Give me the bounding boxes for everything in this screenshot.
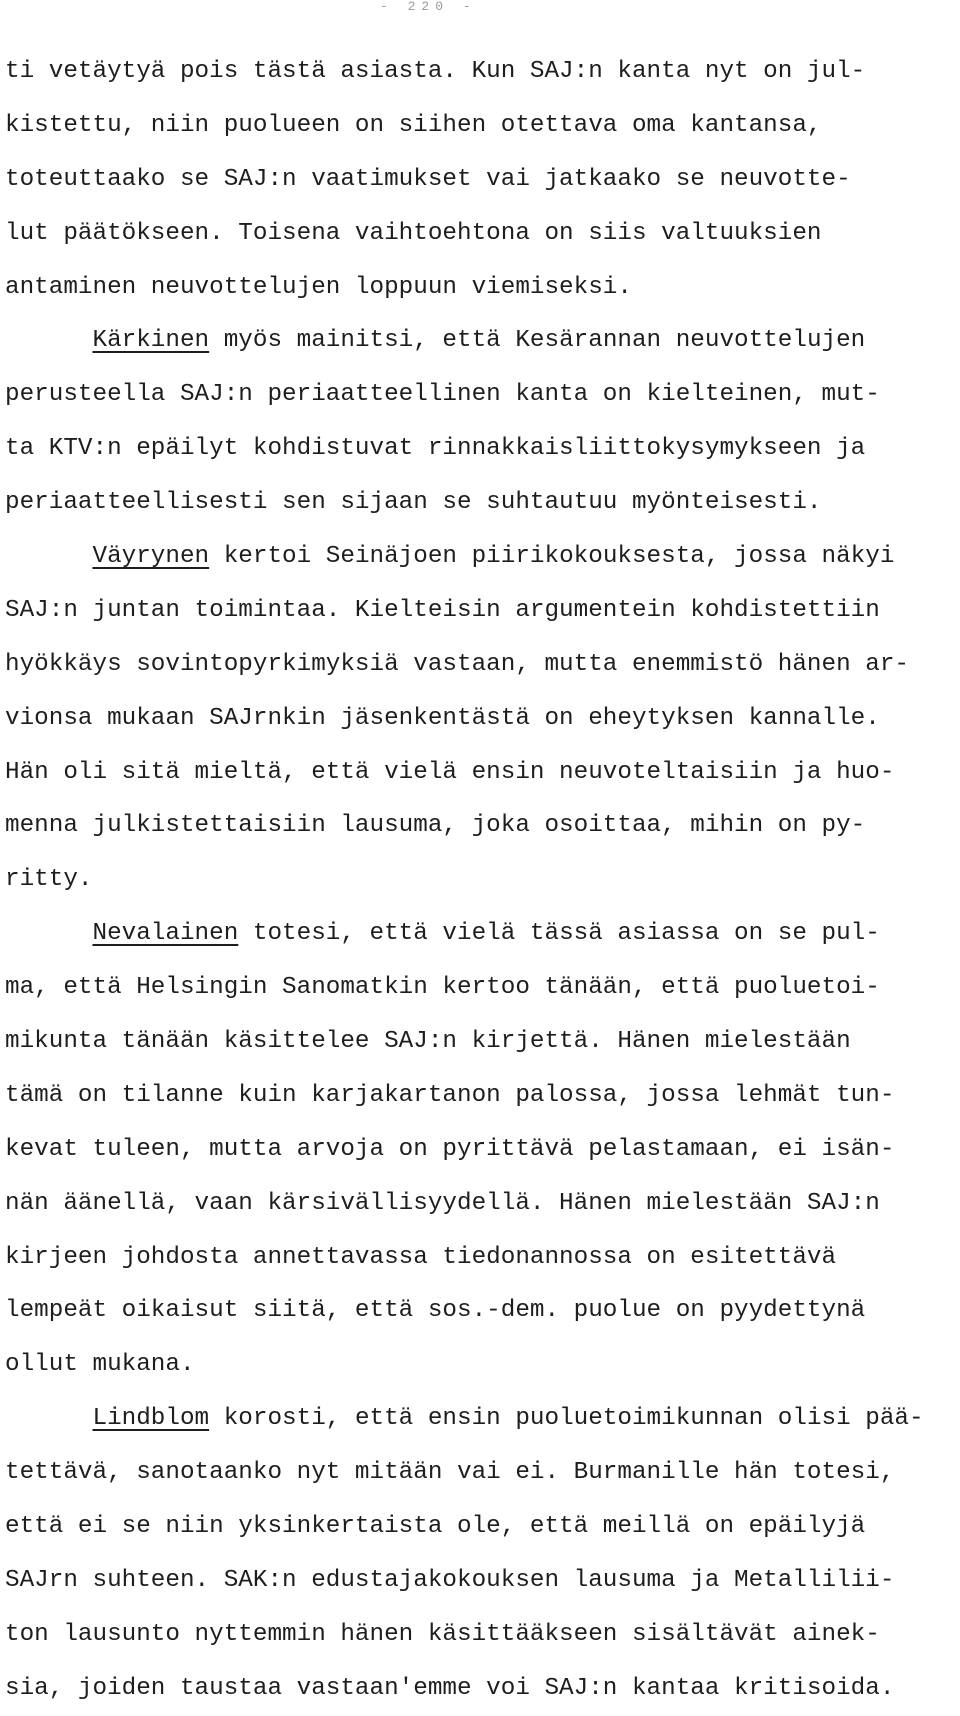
text-line: perusteella SAJ:n periaatteellinen kanta on kielteinen, mut- (5, 381, 880, 409)
text-line: kevat tuleen, mutta arvoja on pyrittävä pelastamaan, ei isän- (5, 1135, 895, 1163)
paragraph-first-line (5, 1392, 955, 1446)
paragraph-first-line (5, 314, 955, 368)
line-text: totesi, että vielä tässä asiassa on se pul- (238, 920, 880, 948)
text-line: nän äänellä, vaan kärsivällisyydellä. Hänen mielestään SAJ:n (5, 1189, 880, 1217)
text-line: ta KTV:n epäilyt kohdistuvat rinnakkaisliittokysymykseen ja (5, 435, 866, 463)
text-line: kirjeen johdosta annettavassa tiedonannossa on esitettävä (5, 1243, 837, 1271)
text-line: ma, että Helsingin Sanomatkin kertoo tänään, että puoluetoi- (5, 974, 880, 1002)
text-line: SAJrn suhteen. SAK:n edustajakokouksen lausuma ja Metallilii- (5, 1566, 895, 1594)
text-line: toteuttaako se SAJ:n vaatimukset vai jatkaako se neuvotte- (5, 165, 851, 193)
text-line: menna julkistettaisiin lausuma, joka osoittaa, mihin on py- (5, 812, 866, 840)
text-line: tämä on tilanne kuin karjakartanon palossa, jossa lehmät tun- (5, 1081, 895, 1109)
text-line: ollut mukana. (5, 1351, 195, 1379)
text-line: Hän oli sitä mieltä, että vielä ensin neuvoteltaisiin ja huo- (5, 758, 895, 786)
text-line: kistettu, niin puolueen on siihen otettava oma kantansa, (5, 111, 822, 139)
speaker-name: Väyrynen (92, 543, 210, 571)
text-line: että ei se niin yksinkertaista ole, että meillä on epäilyjä (5, 1513, 866, 1541)
text-line: periaatteellisesti sen sijaan se suhtautuu myönteisesti. (5, 489, 822, 517)
page-number: - 220 - (380, 0, 477, 14)
line-text: kertoi Seinäjoen piirikokouksesta, jossa näkyi (209, 543, 895, 571)
text-line: mikunta tänään käsittelee SAJ:n kirjettä. Hänen mielestään (5, 1028, 851, 1056)
text-line: ton lausunto nyttemmin hänen käsittääkseen sisältävät ainek- (5, 1620, 880, 1648)
text-line: ritty. (5, 866, 93, 894)
text-line: hyökkäys sovintopyrkimyksiä vastaan, mutta enemmistö hänen ar- (5, 650, 909, 678)
text-line: antaminen neuvottelujen loppuun viemiseksi. (5, 273, 632, 301)
text-line: vionsa mukaan SAJrnkin jäsenkentästä on eheytyksen kannalle. (5, 704, 880, 732)
paragraph-first-line (5, 530, 955, 584)
text-line: ti vetäytyä pois tästä asiasta. Kun SAJ:n kanta nyt on jul- (5, 58, 866, 85)
text-line: lempeät oikaisut siitä, että sos.-dem. puolue on pyydettynä (5, 1297, 866, 1325)
text-line: sia, joiden taustaa vastaan'emme voi SAJ:n kantaa kritisoida. (5, 1674, 895, 1702)
line-text: korosti, että ensin puoluetoimikunnan olisi pää- (209, 1405, 924, 1433)
document-body (5, 45, 955, 1716)
text-line: tettävä, sanotaanko nyt mitään vai ei. Burmanille hän totesi, (5, 1459, 895, 1487)
text-line: lut päätökseen. Toisena vaihtoehtona on siis valtuuksien (5, 219, 822, 247)
speaker-name: Nevalainen (92, 920, 239, 948)
text-line: SAJ:n juntan toimintaa. Kielteisin argumentein kohdistettiin (5, 596, 880, 624)
paragraph-first-line (5, 907, 955, 961)
speaker-name: Lindblom (92, 1405, 210, 1433)
speaker-name: Kärkinen (92, 327, 210, 355)
line-text: myös mainitsi, että Kesärannan neuvottelujen (209, 327, 866, 355)
